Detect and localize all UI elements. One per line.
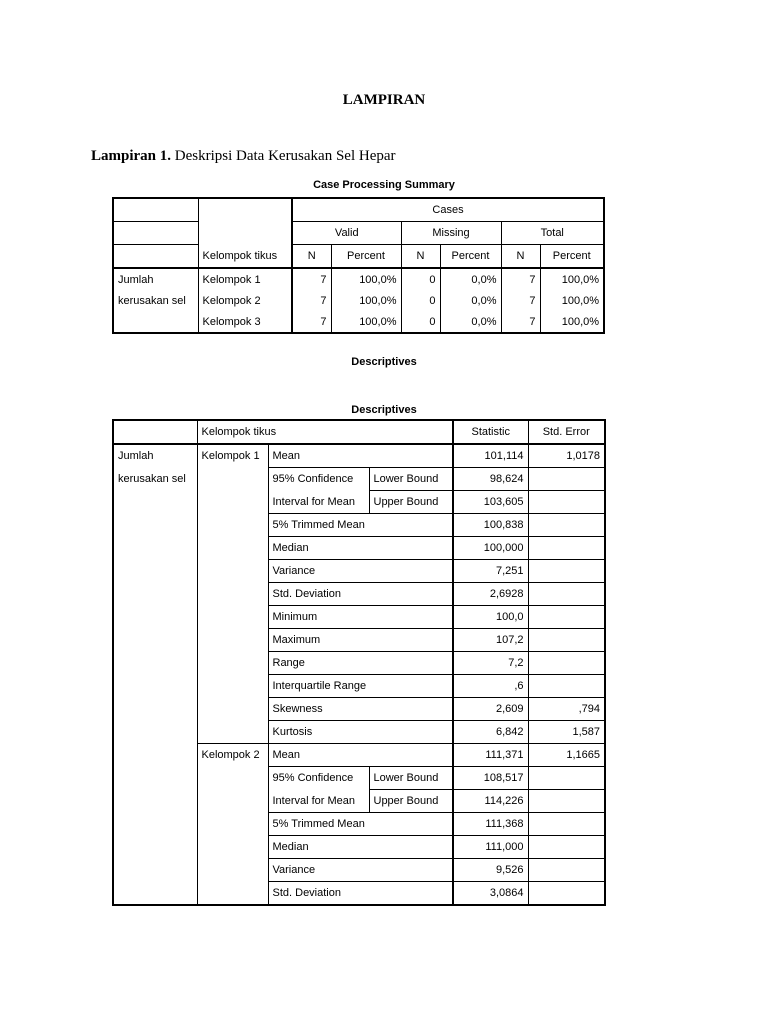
descriptives-title: Descriptives bbox=[351, 404, 417, 416]
table-row bbox=[113, 537, 605, 560]
variable-spacer bbox=[113, 882, 197, 906]
group-spacer bbox=[197, 767, 268, 790]
stat-label: Minimum bbox=[268, 606, 453, 629]
stat-label: 5% Trimmed Mean bbox=[268, 514, 453, 537]
group-spacer bbox=[197, 652, 268, 675]
table-row bbox=[113, 836, 605, 859]
stat-label: Skewness bbox=[268, 698, 453, 721]
percent-header: Percent bbox=[331, 245, 401, 269]
corner-cell bbox=[113, 198, 198, 222]
table-row bbox=[113, 767, 605, 790]
stderr-empty bbox=[528, 537, 605, 560]
stat-value: 108,517 bbox=[453, 767, 528, 790]
stderr-empty bbox=[528, 767, 605, 790]
stat-label: Mean bbox=[268, 744, 453, 767]
stat-value: 111,000 bbox=[453, 836, 528, 859]
corner-cell bbox=[113, 245, 198, 269]
n-header: N bbox=[292, 245, 331, 269]
variable-spacer bbox=[113, 514, 197, 537]
stat-label: Std. Deviation bbox=[268, 882, 453, 906]
variable-spacer bbox=[113, 629, 197, 652]
stat-value: 101,114 bbox=[453, 444, 528, 468]
stat-value: 6,842 bbox=[453, 721, 528, 744]
group-spacer bbox=[197, 698, 268, 721]
valid-n: 7 bbox=[292, 311, 331, 333]
stderr-empty bbox=[528, 675, 605, 698]
valid-percent: 100,0% bbox=[331, 268, 401, 290]
stat-label: 5% Trimmed Mean bbox=[268, 813, 453, 836]
stat-value: 7,2 bbox=[453, 652, 528, 675]
percent-header: Percent bbox=[440, 245, 501, 269]
stat-label: Interval for Mean bbox=[268, 491, 369, 514]
group-header: Kelompok tikus bbox=[198, 245, 292, 269]
variable-spacer bbox=[113, 606, 197, 629]
variable-spacer bbox=[113, 537, 197, 560]
group-spacer bbox=[197, 583, 268, 606]
variable-spacer bbox=[113, 560, 197, 583]
table-row bbox=[113, 698, 605, 721]
variable-spacer bbox=[113, 652, 197, 675]
variable-spacer bbox=[113, 767, 197, 790]
n-header: N bbox=[501, 245, 540, 269]
variable-spacer bbox=[113, 491, 197, 514]
stat-label: 95% Confidence bbox=[268, 767, 369, 790]
stderr-value: 1,587 bbox=[528, 721, 605, 744]
table-row bbox=[113, 744, 605, 767]
stat-label: 95% Confidence bbox=[268, 468, 369, 491]
total-n: 7 bbox=[501, 311, 540, 333]
table-row bbox=[113, 652, 605, 675]
group-header-spacer bbox=[198, 222, 292, 245]
stat-value: 2,6928 bbox=[453, 583, 528, 606]
missing-percent: 0,0% bbox=[440, 290, 501, 311]
variable-spacer bbox=[113, 675, 197, 698]
stat-label: Interquartile Range bbox=[268, 675, 453, 698]
table-row bbox=[113, 491, 605, 514]
stat-label: Variance bbox=[268, 859, 453, 882]
descriptives-caption: Descriptives bbox=[351, 356, 417, 368]
variable-label: Jumlah bbox=[113, 268, 198, 290]
table-row bbox=[113, 813, 605, 836]
missing-n: 0 bbox=[401, 311, 440, 333]
group-spacer bbox=[197, 468, 268, 491]
variable-label: kerusakan sel bbox=[113, 290, 198, 311]
stderr-empty bbox=[528, 583, 605, 606]
corner-cell bbox=[113, 420, 197, 444]
stderr-header: Std. Error bbox=[528, 420, 605, 444]
stat-value: 3,0864 bbox=[453, 882, 528, 906]
variable-label: Jumlah bbox=[113, 444, 197, 468]
variable-spacer bbox=[113, 790, 197, 813]
group-spacer bbox=[197, 882, 268, 906]
bound-label: Upper Bound bbox=[369, 790, 453, 813]
bound-label: Lower Bound bbox=[369, 468, 453, 491]
table-row bbox=[113, 290, 604, 311]
stat-value: 111,371 bbox=[453, 744, 528, 767]
table-row bbox=[113, 514, 605, 537]
stat-value: 103,605 bbox=[453, 491, 528, 514]
variable-spacer bbox=[113, 744, 197, 767]
stderr-empty bbox=[528, 790, 605, 813]
missing-percent: 0,0% bbox=[440, 268, 501, 290]
table-row bbox=[113, 606, 605, 629]
stderr-empty bbox=[528, 606, 605, 629]
group-spacer bbox=[197, 813, 268, 836]
variable-spacer bbox=[113, 721, 197, 744]
stderr-empty bbox=[528, 813, 605, 836]
stat-value: 107,2 bbox=[453, 629, 528, 652]
group-label: Kelompok 1 bbox=[197, 444, 268, 468]
missing-percent: 0,0% bbox=[440, 311, 501, 333]
table-row bbox=[113, 675, 605, 698]
stat-label: Variance bbox=[268, 560, 453, 583]
stat-value: 9,526 bbox=[453, 859, 528, 882]
stat-value: 114,226 bbox=[453, 790, 528, 813]
stderr-value: 1,0178 bbox=[528, 444, 605, 468]
section-text: Deskripsi Data Kerusakan Sel Hepar bbox=[171, 148, 396, 164]
table-row bbox=[113, 859, 605, 882]
table-row bbox=[113, 629, 605, 652]
stderr-empty bbox=[528, 560, 605, 583]
stat-label: Kurtosis bbox=[268, 721, 453, 744]
total-percent: 100,0% bbox=[561, 273, 600, 286]
stat-label: Interval for Mean bbox=[268, 790, 369, 813]
stat-value: 100,838 bbox=[453, 514, 528, 537]
group-header-spacer bbox=[198, 198, 292, 222]
stderr-empty bbox=[528, 652, 605, 675]
table-row bbox=[113, 268, 604, 290]
group-label: Kelompok 2 bbox=[198, 290, 292, 311]
stderr-value: 1,1665 bbox=[528, 744, 605, 767]
total-header: Total bbox=[501, 222, 604, 245]
variable-spacer bbox=[113, 583, 197, 606]
table-row bbox=[113, 882, 605, 906]
total-n: 7 bbox=[501, 290, 540, 311]
case-processing-title: Case Processing Summary bbox=[313, 179, 455, 191]
valid-percent: 100,0% bbox=[331, 290, 401, 311]
stderr-empty bbox=[528, 514, 605, 537]
cases-header: Cases bbox=[292, 198, 604, 222]
group-spacer bbox=[197, 721, 268, 744]
stat-value: 7,251 bbox=[453, 560, 528, 583]
corner-cell bbox=[113, 222, 198, 245]
stderr-empty bbox=[528, 491, 605, 514]
group-spacer bbox=[197, 629, 268, 652]
missing-n: 0 bbox=[401, 290, 440, 311]
group-spacer bbox=[197, 606, 268, 629]
variable-label-spacer bbox=[113, 311, 198, 333]
total-n: 7 bbox=[501, 268, 540, 290]
stat-value: 2,609 bbox=[453, 698, 528, 721]
table-row bbox=[113, 468, 605, 491]
missing-n: 0 bbox=[401, 268, 440, 290]
group-label: Kelompok 3 bbox=[198, 311, 292, 333]
table-row bbox=[113, 560, 605, 583]
stat-value: 100,000 bbox=[453, 537, 528, 560]
group-spacer bbox=[197, 491, 268, 514]
variable-spacer bbox=[113, 859, 197, 882]
statistic-header: Statistic bbox=[453, 420, 528, 444]
total-percent: 100,0% bbox=[561, 294, 600, 307]
bound-label: Upper Bound bbox=[369, 491, 453, 514]
case-processing-table bbox=[112, 197, 605, 334]
valid-percent: 100,0% bbox=[331, 311, 401, 333]
stderr-empty bbox=[528, 836, 605, 859]
variable-spacer bbox=[113, 813, 197, 836]
table-row bbox=[113, 311, 604, 333]
variable-spacer bbox=[113, 698, 197, 721]
descriptives-table bbox=[112, 419, 606, 906]
section-heading bbox=[91, 148, 396, 165]
group-spacer bbox=[197, 836, 268, 859]
group-spacer bbox=[197, 675, 268, 698]
variable-label: kerusakan sel bbox=[113, 468, 197, 491]
stderr-empty bbox=[528, 468, 605, 491]
group-spacer bbox=[197, 859, 268, 882]
section-label: Lampiran 1. bbox=[91, 148, 172, 164]
group-spacer bbox=[197, 537, 268, 560]
stat-label: Median bbox=[268, 537, 453, 560]
valid-header: Valid bbox=[292, 222, 401, 245]
group-label: Kelompok 2 bbox=[197, 744, 268, 767]
stderr-value: ,794 bbox=[528, 698, 605, 721]
valid-n: 7 bbox=[292, 268, 331, 290]
stat-label: Mean bbox=[268, 444, 453, 468]
table-row bbox=[113, 583, 605, 606]
stat-value: 100,0 bbox=[453, 606, 528, 629]
stderr-empty bbox=[528, 629, 605, 652]
bound-label: Lower Bound bbox=[369, 767, 453, 790]
stat-label: Median bbox=[268, 836, 453, 859]
group-spacer bbox=[197, 514, 268, 537]
page-title: LAMPIRAN bbox=[342, 92, 426, 108]
stat-label: Std. Deviation bbox=[268, 583, 453, 606]
group-header: Kelompok tikus bbox=[197, 420, 453, 444]
stat-value: 111,368 bbox=[453, 813, 528, 836]
n-header: N bbox=[401, 245, 440, 269]
total-percent: 100,0% bbox=[561, 315, 600, 328]
valid-n: 7 bbox=[292, 290, 331, 311]
stderr-empty bbox=[528, 859, 605, 882]
stat-label: Range bbox=[268, 652, 453, 675]
group-spacer bbox=[197, 560, 268, 583]
table-row bbox=[113, 444, 605, 468]
stat-value: ,6 bbox=[453, 675, 528, 698]
missing-header: Missing bbox=[401, 222, 501, 245]
stat-label: Maximum bbox=[268, 629, 453, 652]
group-label: Kelompok 1 bbox=[198, 268, 292, 290]
percent-header: Percent bbox=[540, 245, 604, 269]
variable-spacer bbox=[113, 836, 197, 859]
table-row bbox=[113, 721, 605, 744]
stat-value: 98,624 bbox=[453, 468, 528, 491]
group-spacer bbox=[197, 790, 268, 813]
table-row bbox=[113, 790, 605, 813]
stderr-empty bbox=[528, 882, 605, 906]
